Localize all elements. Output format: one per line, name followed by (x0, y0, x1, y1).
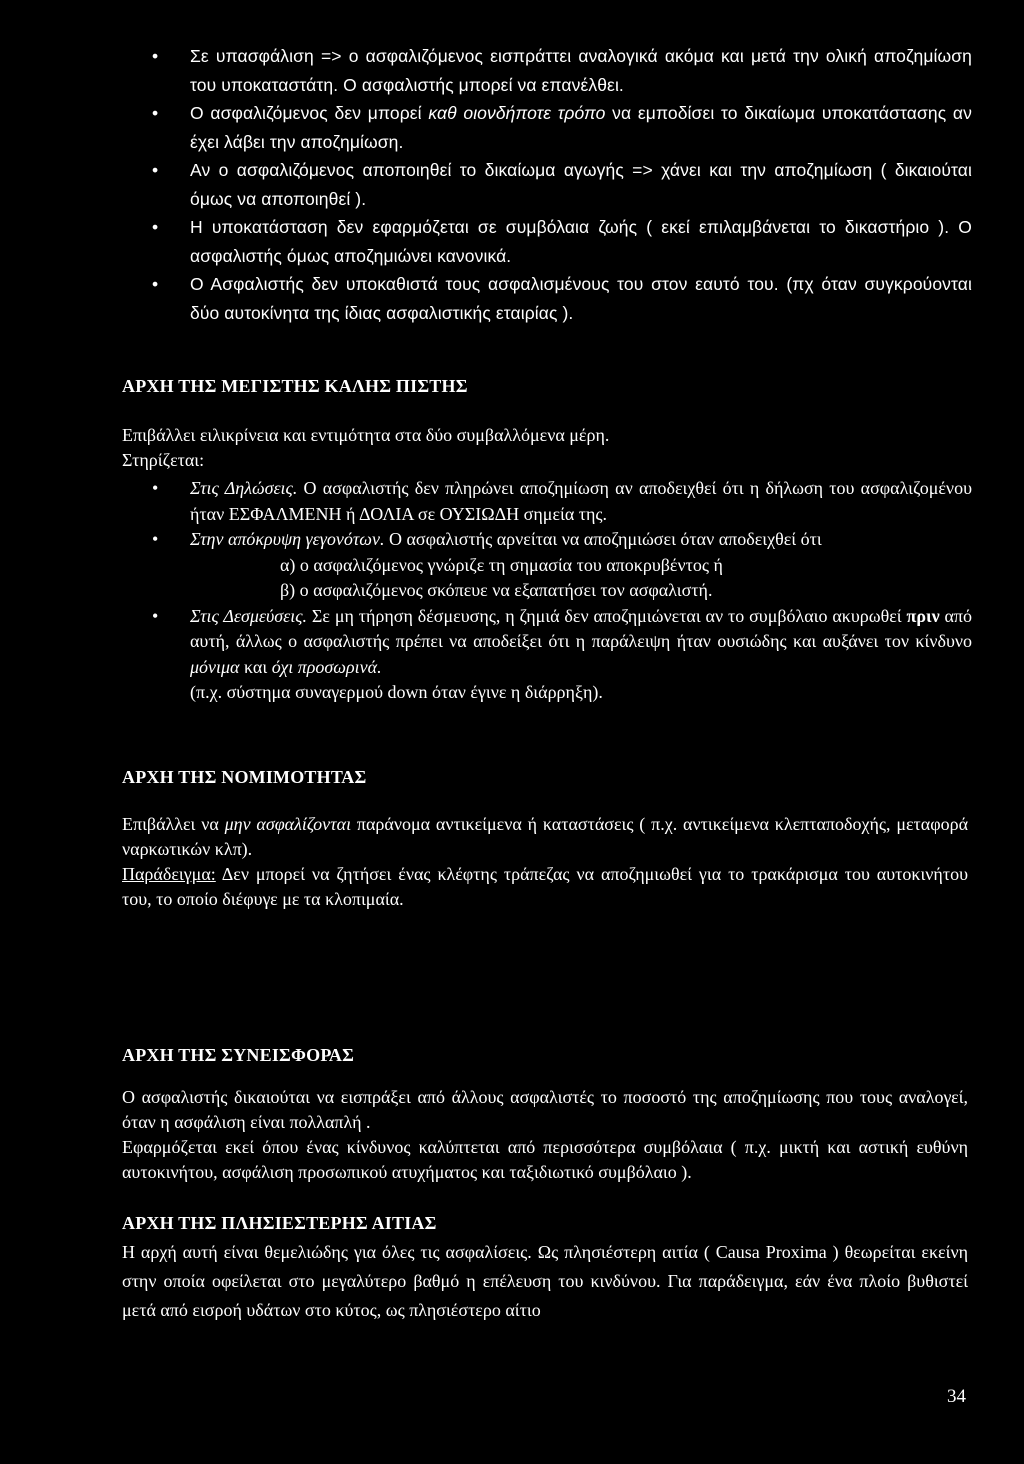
bullet-icon: • (152, 478, 159, 498)
bullet-icon: • (152, 274, 159, 294)
list-item-text: Ο ασφαλιστής αρνείται να αποζημιώσει όταν αποδειχθεί ότι (384, 529, 822, 549)
bullet-icon: • (152, 529, 159, 549)
legality-text: παράνομα αντικείμενα ή καταστάσεις ( π.χ. αντικείμενα κλεπταποδοχής, μεταφορά ναρκωτικών κλπ). (122, 814, 968, 859)
list-item-bold: πριν (906, 605, 940, 626)
good-faith-line-2: Στηρίζεται: (122, 450, 205, 470)
legality-text: Επιβάλλει να (122, 814, 225, 834)
good-faith-line-1: Επιβάλλει ειλικρίνεια και εντιμότητα στα δύο συμβαλλόμενα μέρη. (122, 425, 610, 445)
list-item-text: Σε μη τήρηση δέσμευσης, η ζημιά δεν αποζημιώνεται αν το συμβόλαιο ακυρωθεί (307, 605, 907, 626)
list-item-text: και (239, 656, 272, 677)
example-label: Παράδειγμα: (122, 864, 216, 884)
proximate-cause-paragraph: Η αρχή αυτή είναι θεμελιώδης για όλες τις ασφαλίσεις. Ως πλησιέστερη αιτία ( Causa Proxima ) θεωρείται εκείνη στην οποία οφείλεται στο μεγαλύτερο βαθμό η επέλευση του κινδύνου. Για παράδειγμα, εάν ένα πλοίο βυθιστεί μετά από εισροή υδάτων στο κύτος, ως πλησιέστερο αίτιο (122, 1242, 968, 1320)
good-faith-intro (122, 423, 968, 473)
section-heading-contribution: ΑΡΧΗ ΤΗΣ ΣΥΝΕΙΣΦΟΡΑΣ (122, 1045, 355, 1065)
list-item (152, 270, 972, 327)
list-item (152, 99, 972, 156)
section-heading-legality: ΑΡΧΗ ΤΗΣ ΝΟΜΙΜΟΤΗΤΑΣ (122, 767, 367, 787)
list-item (152, 604, 972, 706)
list-item-text: να εμποδίσει το δικαίωμα υποκατάστασης αν έχει λάβει την αποζημίωση. (190, 103, 972, 152)
page-number: 34 (947, 1386, 966, 1407)
bullet-icon: • (152, 103, 159, 123)
list-item-text: Ο ασφαλιστής δεν πληρώνει αποζημίωση αν αποδειχθεί ότι η δήλωση του ασφαλιζομένου ήταν ΕΣΦΑΛΜΕΝΗ ή ΔΟΛΙΑ σε ΟΥΣΙΩΔΗ σημεία της. (190, 478, 972, 524)
list-item-text: Ο ασφαλιζόμενος δεν μπορεί (190, 103, 429, 123)
list-item (152, 42, 972, 99)
legality-example-text: Δεν μπορεί να ζητήσει ένας κλέφτης τράπεζας να αποζημιωθεί για το τρακάρισμα του αυτοκινήτου του, το οποίο διέφυγε με τα κλοπιμαία. (122, 864, 968, 909)
list-item (152, 527, 972, 604)
section-heading-proximate-cause: ΑΡΧΗ ΤΗΣ ΠΛΗΣΙΕΣΤΕΡΗΣ ΑΙΤΙΑΣ (122, 1213, 437, 1233)
sub-item: β) ο ασφαλιζόμενος σκόπευε να εξαπατήσει τον ασφαλιστή. (280, 580, 713, 600)
list-item-emphasis: μόνιμα (190, 656, 240, 677)
list-item-emphasis: καθ οιονδήποτε τρόπο (428, 103, 606, 123)
list-item-text: Αν ο ασφαλιζόμενος αποποιηθεί το δικαίωμα αγωγής => χάνει και την αποζημίωση ( δικαιούται όμως να αποποιηθεί ). (190, 160, 972, 209)
list-item (152, 156, 972, 213)
bullet-icon: • (152, 46, 159, 66)
bullet-icon: • (152, 605, 159, 626)
bullet-icon: • (152, 160, 159, 180)
list-item-text: από αυτή, άλλως ο ασφαλιστής πρέπει να αποδείξει ότι η παράλειψη ήταν ουσιώδης και αυξάνει τον κίνδυνο (190, 605, 973, 651)
contribution-text-2: Εφαρμόζεται εκεί όπου ένας κίνδυνος καλύπτεται από περισσότερα συμβόλαια ( π.χ. μικτή και αστική ευθύνη αυτοκινήτου, ασφάλιση προσωπικού ατυχήματος και ταξιδιωτικό συμβόλαιο ). (122, 1137, 968, 1182)
list-item-emphasis: Στην απόκρυψη γεγονότων. (190, 529, 385, 549)
legality-emphasis: μην ασφαλίζονται (224, 814, 352, 834)
list-item (152, 476, 972, 527)
good-faith-bullet-list (152, 476, 972, 706)
list-item (152, 213, 972, 270)
bullet-icon: • (152, 217, 159, 237)
intro-bullet-list (152, 42, 972, 327)
list-item-text: (π.χ. σύστημα συναγερμού down όταν έγινε η διάρρηξη). (190, 682, 603, 702)
list-item-emphasis: Στις Δεσμεύσεις. (190, 605, 308, 626)
list-item-emphasis: όχι προσωρινά. (271, 656, 382, 677)
section-heading-good-faith: ΑΡΧΗ ΤΗΣ ΜΕΓΙΣΤΗΣ ΚΑΛΗΣ ΠΙΣΤΗΣ (122, 376, 468, 396)
list-item-text: Η υποκατάσταση δεν εφαρμόζεται σε συμβόλαια ζωής ( εκεί επιλαμβάνεται το δικαστήριο ). Ο ασφαλιστής όμως αποζημιώνει κανονικά. (190, 217, 972, 266)
contribution-text-1: Ο ασφαλιστής δικαιούται να εισπράξει από άλλους ασφαλιστές το ποσοστό της αποζημίωσης που τους αναλογεί, όταν η ασφάλιση είναι πολλαπλή . (122, 1087, 968, 1132)
legality-paragraph (122, 812, 968, 912)
list-item-text: Ο Ασφαλιστής δεν υποκαθιστά τους ασφαλισμένους του στον εαυτό του. (πχ όταν συγκρούονται δύο αυτοκίνητα της ίδιας ασφαλιστικής εταιρίας ). (190, 274, 972, 323)
contribution-paragraph (122, 1085, 968, 1185)
list-item-emphasis: Στις Δηλώσεις. (190, 478, 298, 498)
list-item-text: Σε υπασφάλιση => ο ασφαλιζόμενος εισπράττει αναλογικά ακόμα και μετά την ολική αποζημίωση του υποκαταστάτη. Ο ασφαλιστής μπορεί να επανέλθει. (190, 46, 972, 95)
sub-item: α) ο ασφαλιζόμενος γνώριζε τη σημασία του αποκρυβέντος ή (280, 554, 723, 575)
